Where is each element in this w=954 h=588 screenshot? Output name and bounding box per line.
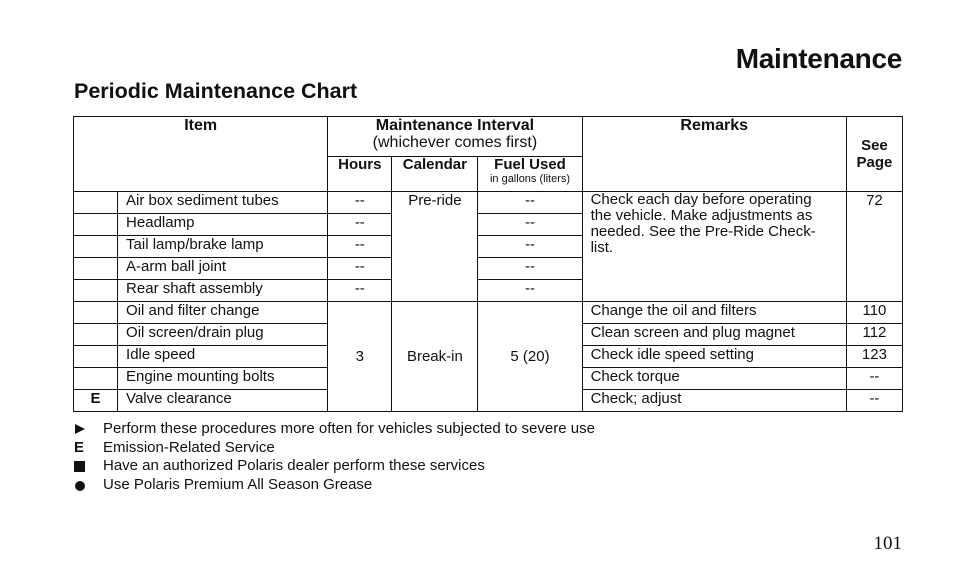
triangle-icon xyxy=(75,424,85,434)
row-mark: E xyxy=(74,390,118,412)
row-item: Headlamp xyxy=(118,214,328,236)
row-fuel: -- xyxy=(478,192,582,214)
row-item: Tail lamp/brake lamp xyxy=(118,236,328,258)
row-hours: -- xyxy=(328,258,392,280)
row-fuel: -- xyxy=(478,280,582,302)
row-fuel: -- xyxy=(478,236,582,258)
row-mark xyxy=(74,368,118,390)
header-hours: Hours xyxy=(328,157,392,192)
row-see-page: 110 xyxy=(846,302,902,324)
row-mark xyxy=(74,346,118,368)
legend-text: Have an authorized Polaris dealer perform these services xyxy=(103,457,485,474)
row-mark xyxy=(74,302,118,324)
row-remarks: Check; adjust xyxy=(582,390,846,412)
legend-text: Perform these procedures more often for vehicles subjected to severe use xyxy=(103,420,595,437)
legend-item xyxy=(74,439,595,458)
row-item: Rear shaft assembly xyxy=(118,280,328,302)
legend xyxy=(74,420,595,494)
header-item: Item xyxy=(74,117,328,192)
row-mark xyxy=(74,280,118,302)
row-see-page: -- xyxy=(846,390,902,412)
header-calendar: Calendar xyxy=(392,157,478,192)
group1-calendar: Pre-ride xyxy=(392,192,478,302)
row-remarks: Change the oil and filters xyxy=(582,302,846,324)
row-mark xyxy=(74,214,118,236)
row-item: Air box sediment tubes xyxy=(118,192,328,214)
row-remarks: Clean screen and plug magnet xyxy=(582,324,846,346)
header-maintenance-interval xyxy=(328,117,582,157)
group2-fuel: 5 (20) xyxy=(478,302,582,412)
group1-remarks: Check each day before operating the vehicle. Make adjustments as needed. See the Pre-Ride Check-list. xyxy=(582,192,846,302)
emission-symbol: E xyxy=(74,438,85,456)
header-remarks: Remarks xyxy=(582,117,846,192)
row-item: Valve clearance xyxy=(118,390,328,412)
legend-item xyxy=(74,476,595,495)
dot-icon xyxy=(75,481,85,491)
legend-text: Use Polaris Premium All Season Grease xyxy=(103,475,373,493)
row-item: Oil and filter change xyxy=(118,302,328,324)
row-item: Engine mounting bolts xyxy=(118,368,328,390)
header-fuel-used xyxy=(478,157,582,192)
group2-hours: 3 xyxy=(328,302,392,412)
header-see-page xyxy=(846,117,902,192)
legend-text: Emission-Related Service xyxy=(103,438,275,456)
section-title: Maintenance xyxy=(735,43,902,74)
row-see-page: -- xyxy=(846,368,902,390)
row-hours: -- xyxy=(328,192,392,214)
row-fuel: -- xyxy=(478,258,582,280)
row-item: Oil screen/drain plug xyxy=(118,324,328,346)
header-interval-label: Maintenance Interval xyxy=(375,117,535,134)
header-see-page-line1: See xyxy=(861,137,888,154)
row-hours: -- xyxy=(328,280,392,302)
legend-item xyxy=(74,457,595,476)
table-row xyxy=(74,192,903,214)
header-fuel-note: in gallons (liters) xyxy=(489,173,571,185)
row-remarks: Check idle speed setting xyxy=(582,346,846,368)
header-interval-note: (whichever comes first) xyxy=(372,134,538,151)
row-fuel: -- xyxy=(478,214,582,236)
group1-see-page: 72 xyxy=(846,192,902,302)
row-mark xyxy=(74,236,118,258)
header-see-page-line2: Page xyxy=(856,154,893,171)
maintenance-chart-table xyxy=(73,116,903,412)
square-icon xyxy=(74,461,85,472)
header-fuel-label: Fuel Used xyxy=(494,156,566,173)
row-mark xyxy=(74,324,118,346)
row-mark xyxy=(74,258,118,280)
row-mark xyxy=(74,192,118,214)
table-row xyxy=(74,302,903,324)
row-item: A-arm ball joint xyxy=(118,258,328,280)
legend-item xyxy=(74,420,595,439)
row-hours: -- xyxy=(328,236,392,258)
row-see-page: 123 xyxy=(846,346,902,368)
group2-calendar: Break-in xyxy=(392,302,478,412)
chart-title: Periodic Maintenance Chart xyxy=(74,79,358,103)
row-remarks: Check torque xyxy=(582,368,846,390)
row-see-page: 112 xyxy=(846,324,902,346)
page-number: 101 xyxy=(873,533,902,554)
row-hours: -- xyxy=(328,214,392,236)
row-item: Idle speed xyxy=(118,346,328,368)
